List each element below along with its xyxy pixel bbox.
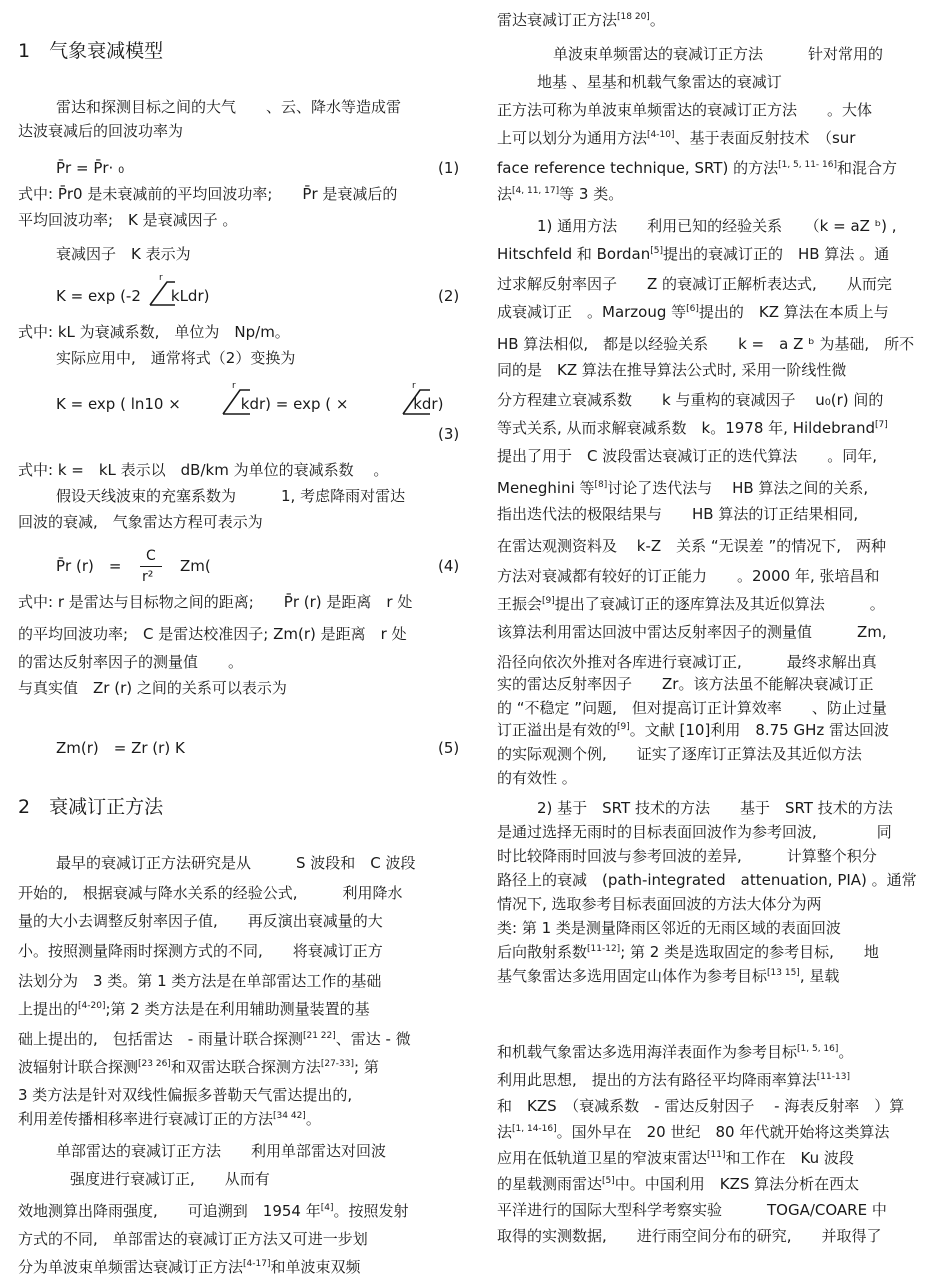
paragraph-line: 单部雷达的衰减订正方法 利用单部雷达对回波 xyxy=(56,1142,387,1160)
paragraph-line: 取得的实测数据, 进行雨空间分布的研究, 并取得了 xyxy=(497,1227,882,1245)
paragraph-line: 情况下, 选取参考目标表面回波的方法大体分为两 xyxy=(497,895,822,913)
paragraph-line: 的 “不稳定 ”问题, 但对提高订正计算效率 、防止过量 xyxy=(497,699,887,717)
svg-text:r: r xyxy=(232,381,236,391)
citation-ref: [11-13] xyxy=(816,1072,850,1082)
svg-text:r: r xyxy=(412,381,416,391)
paragraph-line: 强度进行衰减订正, 从而有 xyxy=(70,1170,270,1188)
citation-ref: [5] xyxy=(650,246,663,256)
paragraph-line: 法划分为 3 类。第 1 类方法是在单部雷达工作的基础 xyxy=(18,972,382,990)
paragraph-line: 时比较降雨时回波与参考回波的差异, 计算整个积分 xyxy=(497,847,877,865)
citation-ref: [7] xyxy=(874,420,888,430)
citation-ref: [4] xyxy=(320,1203,334,1213)
paragraph-line: 上提出的[4-20];第 2 类方法是在利用辅助测量装置的基 xyxy=(18,1000,370,1018)
equation-number: (1) xyxy=(438,159,460,177)
paragraph-line: 2) 基于 SRT 技术的方法 基于 SRT 技术的方法 xyxy=(537,799,893,817)
definition-line: 式中: P̄r0 是未衰减前的平均回波功率; P̄r 是衰减后的 xyxy=(18,185,398,203)
citation-ref: [4-17] xyxy=(243,1259,271,1269)
definition-line: 式中: k = kL 表示以 dB/km 为单位的衰减系数 。 xyxy=(18,461,389,479)
section-heading-1: 1 气象衰减模型 xyxy=(18,40,164,62)
paragraph-line: 指出迭代法的极限结果与 HB 算法的订正结果相同, xyxy=(497,505,859,523)
equation-3: K = exp ( ln10 × kdr) = exp ( × kdr) xyxy=(56,395,444,413)
paragraph-line: 方式的不同, 单部雷达的衰减订正方法又可进一步划 xyxy=(18,1230,368,1248)
paragraph-line: 是通过选择无雨时的目标表面回波作为参考回波, 同 xyxy=(497,823,892,841)
equation-number: (3) xyxy=(438,425,460,443)
equation-5: Zm(r) = Zr (r) K xyxy=(56,739,185,757)
equation-2: K = exp (-2 kLdr) xyxy=(56,287,210,305)
paragraph-line: 后向散射系数[11-12]; 第 2 类是选取固定的参考目标, 地 xyxy=(497,943,879,961)
paragraph-line: 量的大小去调整反射率因子值, 再反演出衰减量的大 xyxy=(18,912,383,930)
equation-4-rhs: Zm( xyxy=(180,557,211,575)
paragraph-line: 单波束单频雷达的衰减订正方法 针对常用的 xyxy=(553,45,884,63)
paragraph-line: 实的雷达反射率因子 Zr。该方法虽不能解决衰减订正 xyxy=(497,675,874,693)
paragraph-line: 地基 、星基和机载气象雷达的衰减订 xyxy=(537,73,782,91)
equation-4-denominator: r² xyxy=(142,569,154,585)
svg-text:r: r xyxy=(159,273,163,283)
citation-ref: [1, 5, 11- 16] xyxy=(778,160,838,170)
equation-1: P̄r = P̄r· ₀ xyxy=(56,159,125,177)
paragraph-line: 波辐射计联合探测[23 26]和双雷达联合探测方法[27-33]; 第 xyxy=(18,1058,379,1076)
paragraph-line: 同的是 KZ 算法在推导算法公式时, 采用一阶线性微 xyxy=(497,361,847,379)
paragraph-line: 回波的衰减, 气象雷达方程可表示为 xyxy=(18,513,263,531)
paragraph-line: 开始的, 根据衰减与降水关系的经验公式, 利用降水 xyxy=(18,884,403,902)
paragraph-line: 在雷达观测资料及 k-Z 关系 “无误差 ”的情况下, 两种 xyxy=(497,537,886,555)
citation-ref: [5] xyxy=(602,1176,615,1186)
citation-ref: [4-10] xyxy=(647,130,675,140)
equation-4-lhs: P̄r (r) = xyxy=(56,557,122,575)
paragraph-line: 1) 通用方法 利用已知的经验关系 （k = aZ ᵇ) , xyxy=(537,217,897,235)
citation-ref: [9] xyxy=(542,596,555,606)
definition-line: 的平均回波功率; C 是雷达校准因子; Zm(r) 是距离 r 处 xyxy=(18,625,407,643)
citation-ref: [13 15] xyxy=(767,968,800,978)
definition-line: 的雷达反射率因子的测量值 。 xyxy=(18,653,244,671)
citation-ref: [23 26] xyxy=(138,1059,171,1069)
citation-ref: [21 22] xyxy=(302,1031,336,1041)
citation-ref: [6] xyxy=(686,304,699,314)
citation-ref: [1, 5, 16] xyxy=(797,1044,839,1054)
citation-ref: [18 20] xyxy=(617,12,650,22)
paragraph-line: 和 KZS （衰减系数 - 雷达反射因子 - 海表反射率 ）算 xyxy=(497,1097,905,1115)
paragraph-line: 利用差传播相移率进行衰减订正的方法[34 42]。 xyxy=(18,1110,321,1128)
paragraph-line: 的星载测雨雷达[5]中。中国利用 KZS 算法分析在西太 xyxy=(497,1175,860,1193)
paragraph-line: 应用在低轨道卫星的窄波束雷达[11]和工作在 Ku 波段 xyxy=(497,1149,854,1167)
citation-ref: [1, 14-16] xyxy=(512,1124,557,1134)
paragraph-line: 方法对衰减都有较好的订正能力 。2000 年, 张培昌和 xyxy=(497,567,880,585)
paragraph-line: 过求解反射率因子 Z 的衰减订正解析表达式, 从而完 xyxy=(497,275,892,293)
left-column xyxy=(18,0,468,1284)
paragraph-line: 衰减因子 K 表示为 xyxy=(56,245,191,263)
paragraph-line: 上可以划分为通用方法[4-10]、基于表面反射技术 （sur xyxy=(497,129,856,147)
paragraph-line: 的有效性 。 xyxy=(497,769,577,787)
citation-ref: [4, 11, 17] xyxy=(512,186,560,196)
definition-line: 平均回波功率; K 是衰减因子 。 xyxy=(18,211,238,229)
citation-ref: [8] xyxy=(594,480,608,490)
equation-4-numerator: C xyxy=(146,548,156,564)
paragraph-line: 分方程建立衰减系数 k 与重构的衰减因子 u₀(r) 间的 xyxy=(497,391,884,409)
paragraph-line: HB 算法相似, 都是以经验关系 k = a Z ᵇ 为基础, 所不 xyxy=(497,335,915,353)
paragraph-line: 平洋进行的国际大型科学考察实验 TOGA/COARE 中 xyxy=(497,1201,887,1219)
paragraph-line: Hitschfeld 和 Bordan[5]提出的衰减订正的 HB 算法 。通 xyxy=(497,245,890,263)
paragraph-line: 分为单波束单频雷达衰减订正方法[4-17]和单波束双频 xyxy=(18,1258,361,1276)
paragraph-line: 王振会[9]提出了衰减订正的逐库算法及其近似算法 。 xyxy=(497,595,885,613)
equation-number: (5) xyxy=(438,739,460,757)
paragraph-line: 最早的衰减订正方法研究是从 S 波段和 C 波段 xyxy=(56,854,416,872)
paragraph-line: 提出了用于 C 波段雷达衰减订正的迭代算法 。同年, xyxy=(497,447,878,465)
paragraph-line: 路径上的衰减 (path-integrated attenuation, PIA) 。通常 xyxy=(497,871,917,889)
paragraph-line: 3 类方法是针对双线性偏振多普勒天气雷达提出的, xyxy=(18,1086,353,1104)
paragraph-line: 效地测算出降雨强度, 可追溯到 1954 年[4]。按照发射 xyxy=(18,1202,409,1220)
paragraph-line: 础上提出的, 包括雷达 - 雨量计联合探测[21 22]、雷达 - 微 xyxy=(18,1030,411,1048)
equation-number: (4) xyxy=(438,557,460,575)
paragraph-line: 正方法可称为单波束单频雷达的衰减订正方法 。大体 xyxy=(497,101,873,119)
citation-ref: [27-33] xyxy=(320,1059,355,1069)
paragraph-line: 雷达衰减订正方法[18 20]。 xyxy=(497,11,665,29)
paragraph-line: 该算法利用雷达回波中雷达反射率因子的测量值 Zm, xyxy=(497,623,887,641)
citation-ref: [4-20] xyxy=(78,1001,106,1011)
citation-ref: [34 42] xyxy=(273,1111,306,1121)
citation-ref: [9] xyxy=(617,722,630,732)
section-heading-2: 2 衰减订正方法 xyxy=(18,796,164,818)
definition-line: 式中: r 是雷达与目标物之间的距离; P̄r (r) 是距离 r 处 xyxy=(18,593,413,611)
paragraph-line: 雷达和探测目标之间的大气 、云、降水等造成雷 xyxy=(56,98,402,116)
paragraph-line: 成衰减订正 。Marzoug 等[6]提出的 KZ 算法在本质上与 xyxy=(497,303,889,321)
paragraph-line: Meneghini 等[8]讨论了迭代法与 HB 算法之间的关系, xyxy=(497,479,869,497)
definition-line: 与真实值 Zr (r) 之间的关系可以表示为 xyxy=(18,679,287,697)
citation-ref: [11-12] xyxy=(587,944,621,954)
paragraph-line: 和机载气象雷达多选用海洋表面作为参考目标[1, 5, 16]。 xyxy=(497,1043,854,1061)
equation-number: (2) xyxy=(438,287,460,305)
paragraph-line: 类: 第 1 类是测量降雨区邻近的无雨区域的表面回波 xyxy=(497,919,841,937)
paragraph-line: 基气象雷达多选用固定山体作为参考目标[13 15], 星载 xyxy=(497,967,840,985)
paragraph-line: 达波衰减后的回波功率为 xyxy=(18,122,184,140)
paragraph-line: 小。按照测量降雨时探测方式的不同, 将衰减订正方 xyxy=(18,942,383,960)
paragraph-line: 等式关系, 从而求解衰减系数 k。1978 年, Hildebrand[7] xyxy=(497,419,888,437)
paragraph-line: 沿径向依次外推对各库进行衰减订正, 最终求解出真 xyxy=(497,653,877,671)
paragraph-line: 利用此思想, 提出的方法有路径平均降雨率算法[11-13] xyxy=(497,1071,850,1089)
paragraph-line: 法[1, 14-16]。国外早在 20 世纪 80 年代就开始将这类算法 xyxy=(497,1123,890,1141)
definition-line: 式中: kL 为衰减系数, 单位为 Np/m。 xyxy=(18,323,290,341)
paragraph-line: 法[4, 11, 17]等 3 类。 xyxy=(497,185,624,203)
paragraph-line: face reference technique, SRT) 的方法[1, 5, 11- 16]和混合方 xyxy=(497,159,898,177)
paragraph-line: 假设天线波束的充塞系数为 1, 考虑降雨对雷达 xyxy=(56,487,406,505)
right-column xyxy=(497,0,947,1284)
paragraph-line: 订正溢出是有效的[9]。文献 [10]利用 8.75 GHz 雷达回波 xyxy=(497,721,890,739)
paragraph-line: 实际应用中, 通常将式（2）变换为 xyxy=(56,349,296,367)
paragraph-line: 的实际观测个例, 证实了逐库订正算法及其近似方法 xyxy=(497,745,862,763)
citation-ref: [11] xyxy=(707,1150,726,1160)
